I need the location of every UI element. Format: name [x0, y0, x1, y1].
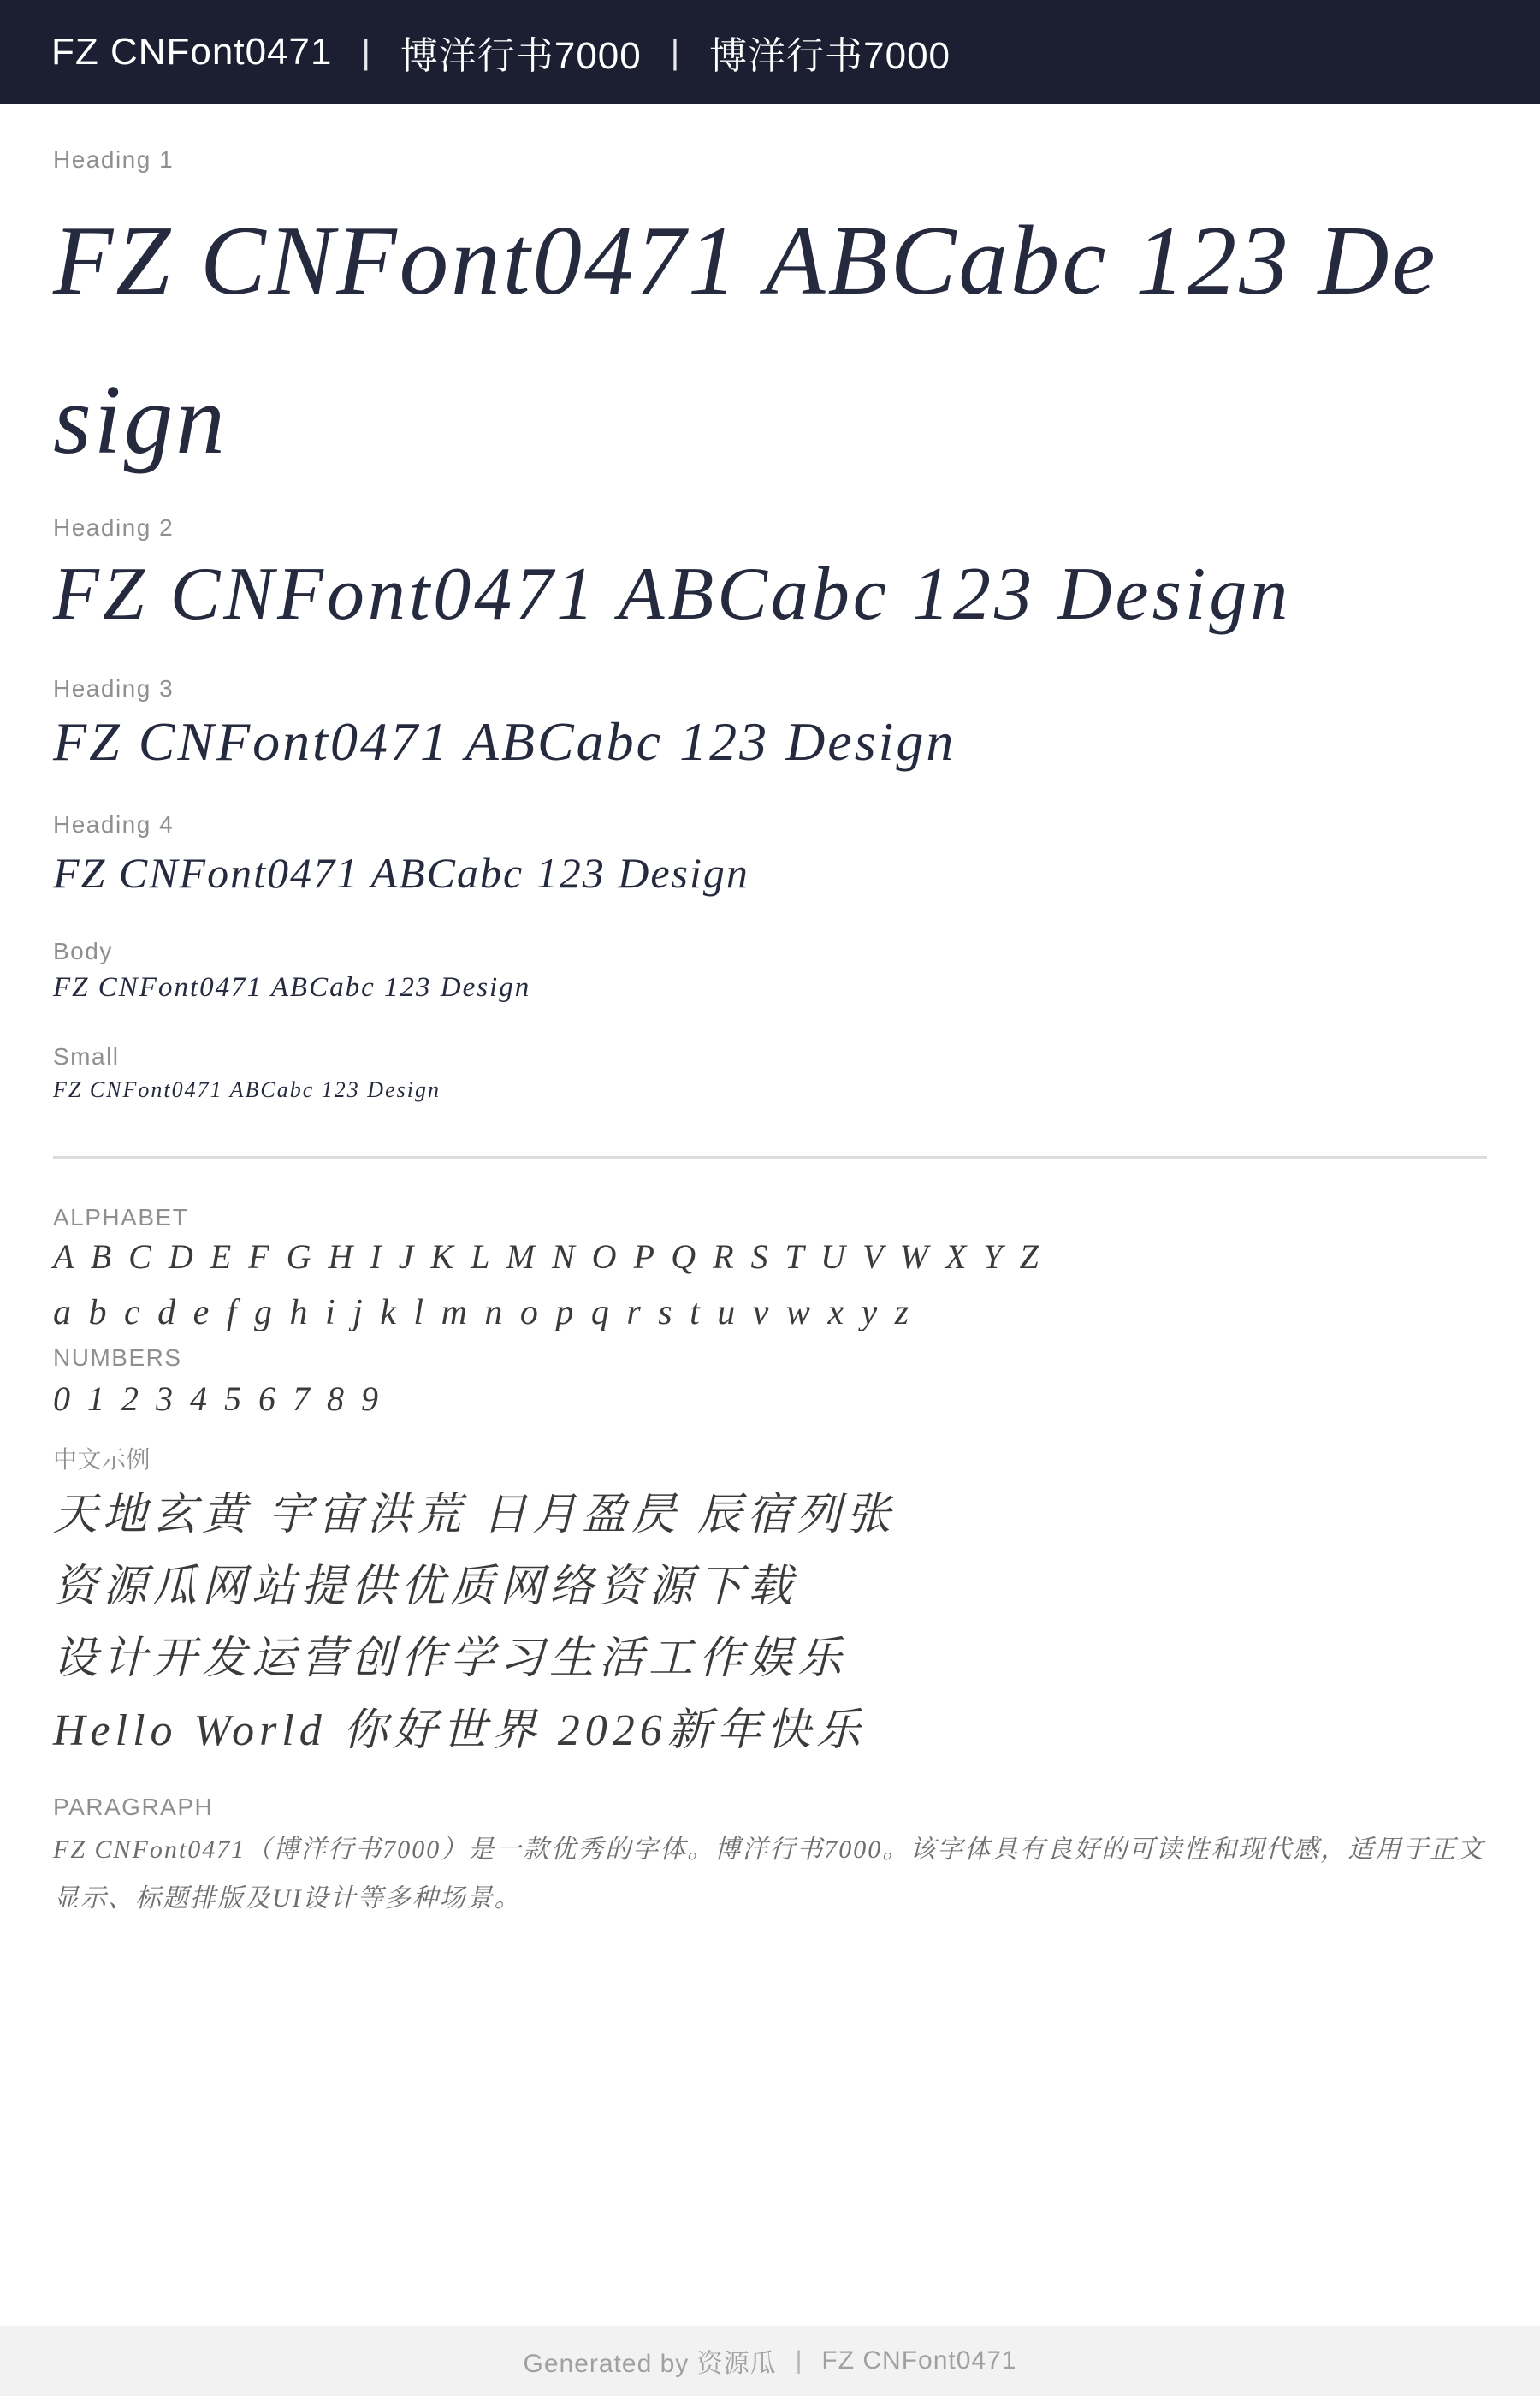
footer-font-name: FZ CNFont0471 [821, 2346, 1017, 2375]
heading4-sample: FZ CNFont0471 ABCabc 123 Design [53, 848, 749, 897]
small-sample: FZ CNFont0471 ABCabc 123 Design [53, 1076, 441, 1102]
footer-bar [0, 2326, 1540, 2396]
heading1-sample: FZ CNFont0471 ABCabc 123 Design [53, 205, 1438, 474]
body-sample: FZ CNFont0471 ABCabc 123 Design [53, 972, 531, 1004]
header-cn-name-1: 博洋行书7000 [400, 35, 642, 77]
alphabet-uppercase-row: A B C D E F G H I J K L M N O P Q R S T U V W X Y Z [53, 1237, 1043, 1277]
numbers-label: NUMBERS [53, 1343, 182, 1371]
heading2-sample: FZ CNFont0471 ABCabc 123 Design [53, 552, 1292, 636]
alphabet-lowercase-row: a b c d e f g h i j k l m n o p q r s t u v w x y z [53, 1293, 914, 1333]
paragraph-label: PARAGRAPH [53, 1794, 214, 1821]
header-font-name: FZ CNFont0471 [51, 31, 333, 73]
heading2-label: Heading 2 [53, 514, 175, 542]
small-label: Small [53, 1042, 120, 1070]
header-bar [0, 0, 1540, 104]
numbers-row: 0 1 2 3 4 5 6 7 8 9 [53, 1379, 382, 1419]
header-cn-name-2: 博洋行书7000 [709, 35, 951, 77]
chinese-line-4: Hello World 你好世界 2026新年快乐 [53, 1706, 866, 1756]
body-label: Body [53, 938, 113, 965]
chinese-sample-lines [53, 1480, 1487, 1767]
header-separator: | [361, 33, 371, 71]
footer-separator: | [795, 2346, 803, 2375]
chinese-line-2: 资源瓜网站提供优质网络资源下载 [53, 1563, 798, 1612]
heading3-sample: FZ CNFont0471 ABCabc 123 Design [53, 711, 957, 773]
header-separator: | [670, 33, 681, 71]
chinese-sample-label: 中文示例 [53, 1446, 151, 1474]
heading4-label: Heading 4 [53, 811, 175, 839]
footer-generated-by: Generated by 资源瓜 [523, 2350, 777, 2378]
section-divider [53, 1156, 1487, 1159]
heading3-label: Heading 3 [53, 674, 175, 702]
specimen-content [0, 104, 1540, 1923]
heading1-label: Heading 1 [53, 146, 175, 173]
chinese-line-1: 天地玄黄 宇宙洪荒 日月盈昃 辰宿列张 [53, 1491, 897, 1540]
alphabet-label: ALPHABET [53, 1203, 189, 1231]
chinese-line-3: 设计开发运营创作学习生活工作娱乐 [53, 1634, 848, 1684]
paragraph-sample: FZ CNFont0471（博洋行书7000）是一款优秀的字体。博洋行书7000。该字体具有良好的可读性和现代感，适用于正文显示、标题排版及UI设计等多种场景。 [53, 1835, 1485, 1913]
